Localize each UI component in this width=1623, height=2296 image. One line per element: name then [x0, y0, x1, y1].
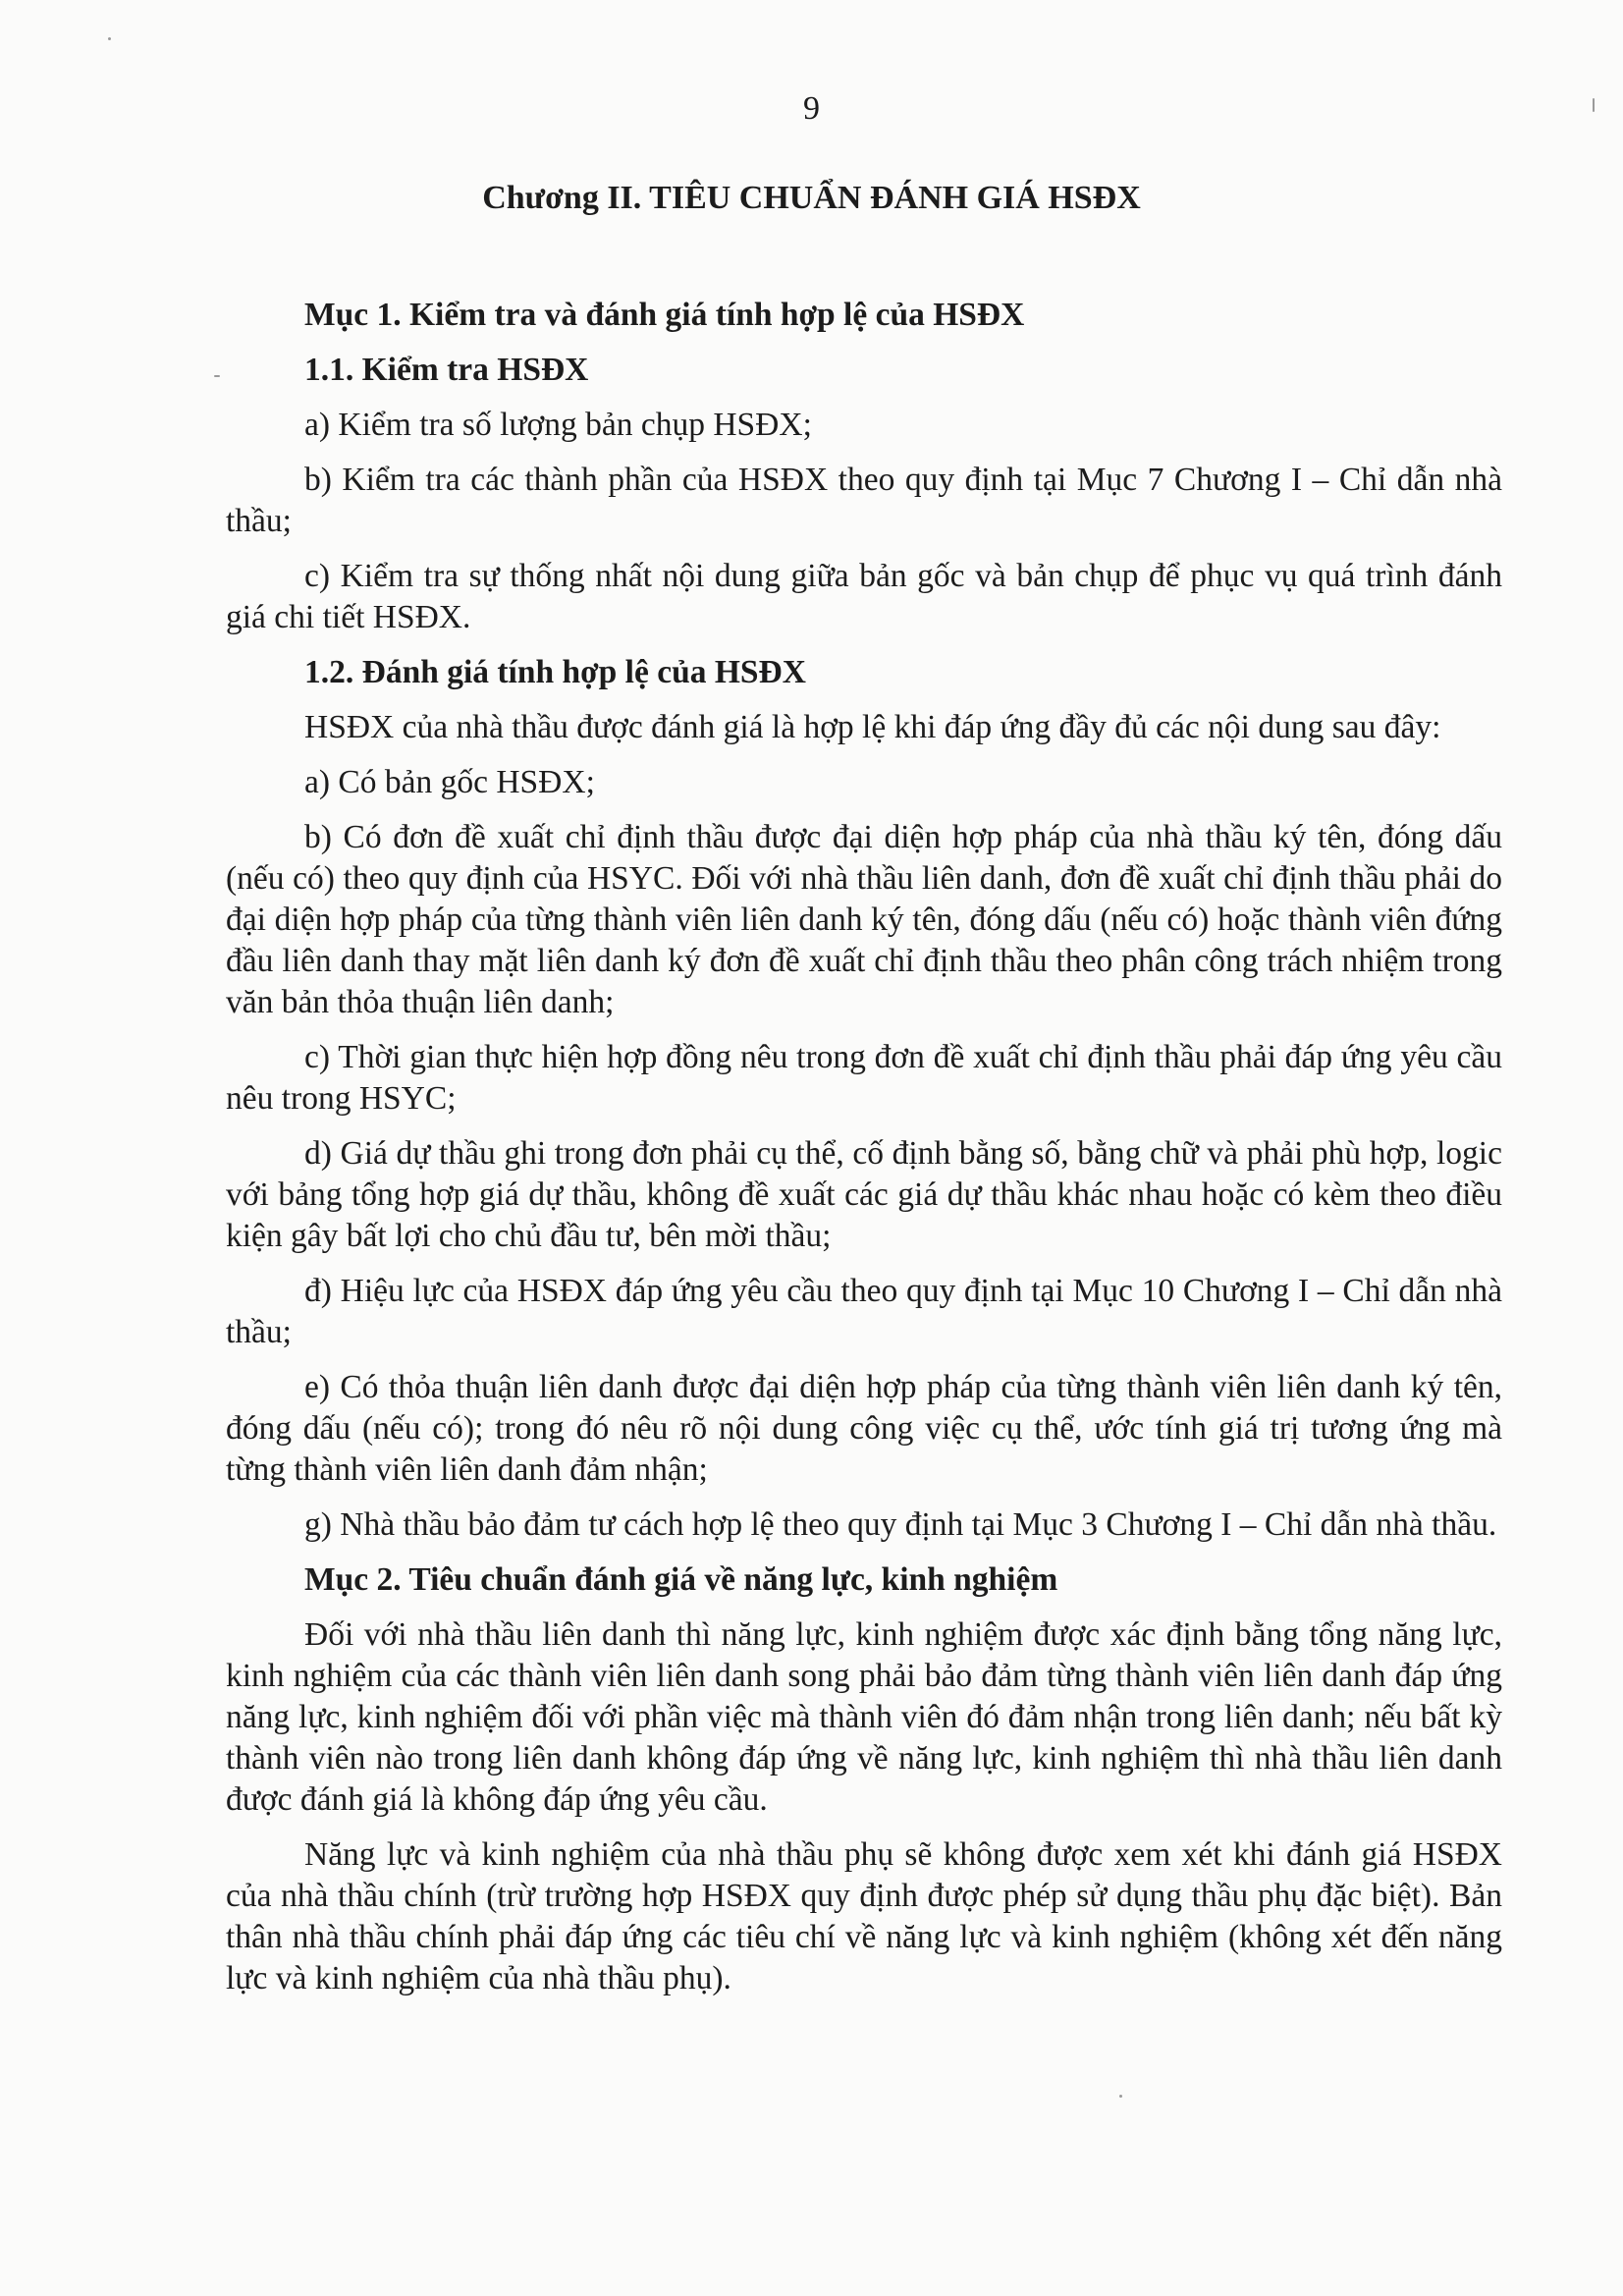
- chapter-title: Chương II. TIÊU CHUẨN ĐÁNH GIÁ HSĐX: [482, 180, 1141, 216]
- scan-speck: [108, 37, 111, 40]
- item-1-2-d: d) Giá dự thầu ghi trong đơn phải cụ thể, cố định bằng số, bằng chữ và phải phù hợp, logic với bảng tổng hợp giá dự thầu, không đề xuất các giá dự thầu khác nhau hoặc có kèm theo điều kiện gây bất lợi cho chủ đầu tư, bên mời thầu;: [226, 1135, 1502, 1254]
- section-1-heading: Mục 1. Kiểm tra và đánh giá tính hợp lệ của HSĐX: [304, 297, 1025, 333]
- scan-speck: [1119, 2095, 1122, 2098]
- item-1-2-c: c) Thời gian thực hiện hợp đồng nêu trong đơn đề xuất chỉ định thầu phải đáp ứng yêu cầu nêu trong HSYC;: [226, 1039, 1502, 1117]
- page-number: 9: [803, 90, 820, 127]
- item-1-2-g: g) Nhà thầu bảo đảm tư cách hợp lệ theo quy định tại Mục 3 Chương I – Chỉ dẫn nhà thầu.: [304, 1506, 1497, 1543]
- scan-speck: [214, 375, 220, 377]
- section-2-para-1: Đối với nhà thầu liên danh thì năng lực, kinh nghiệm được xác định bằng tổng năng lực, kinh nghiệm của các thành viên liên danh song phải bảo đảm từng thành viên liên danh đáp ứng năng lực, kinh nghiệm đối với phần việc mà thành viên đó đảm nhận trong liên danh; nếu bất kỳ thành viên nào trong liên danh không đáp ứng về năng lực, kinh nghiệm thì nhà thầu liên danh được đánh giá là không đáp ứng yêu cầu.: [226, 1616, 1502, 1818]
- item-1-2-a: a) Có bản gốc HSĐX;: [304, 764, 595, 800]
- section-2-heading: Mục 2. Tiêu chuẩn đánh giá về năng lực, kinh nghiệm: [304, 1561, 1058, 1598]
- item-1-2-e: e) Có thỏa thuận liên danh được đại diện hợp pháp của từng thành viên liên danh ký tên, đóng dấu (nếu có); trong đó nêu rõ nội dung công việc cụ thể, ước tính giá trị tương ứng mà từng thành viên liên danh đảm nhận;: [226, 1369, 1502, 1488]
- item-1-1-c: c) Kiểm tra sự thống nhất nội dung giữa bản gốc và bản chụp để phục vụ quá trình đánh giá chi tiết HSĐX.: [226, 558, 1502, 635]
- subsection-1-2-heading: 1.2. Đánh giá tính hợp lệ của HSĐX: [304, 654, 806, 690]
- scan-speck: [1593, 98, 1595, 112]
- item-1-2-b: b) Có đơn đề xuất chỉ định thầu được đại diện hợp pháp của nhà thầu ký tên, đóng dấu (nếu có) theo quy định của HSYC. Đối với nhà thầu liên danh, đơn đề xuất chỉ định thầu phải do đại diện hợp pháp của từng thành viên liên danh ký tên, đóng dấu (nếu có) hoặc thành viên đứng đầu liên danh thay mặt liên danh ký đơn đề xuất chỉ định thầu theo phân công trách nhiệm trong văn bản thỏa thuận liên danh;: [226, 819, 1502, 1020]
- subsection-1-2-intro: HSĐX của nhà thầu được đánh giá là hợp lệ khi đáp ứng đầy đủ các nội dung sau đây:: [304, 709, 1441, 745]
- item-1-2-dd: đ) Hiệu lực của HSĐX đáp ứng yêu cầu theo quy định tại Mục 10 Chương I – Chỉ dẫn nhà thầu;: [226, 1273, 1502, 1350]
- item-1-1-b: b) Kiểm tra các thành phần của HSĐX theo quy định tại Mục 7 Chương I – Chỉ dẫn nhà thầu;: [226, 462, 1502, 539]
- document-body: [226, 295, 1502, 2013]
- section-2-para-2: Năng lực và kinh nghiệm của nhà thầu phụ sẽ không được xem xét khi đánh giá HSĐX của nhà thầu chính (trừ trường hợp HSĐX quy định được phép sử dụng thầu phụ đặc biệt). Bản thân nhà thầu chính phải đáp ứng các tiêu chí về năng lực và kinh nghiệm (không xét đến năng lực và kinh nghiệm của nhà thầu phụ).: [226, 1836, 1502, 1996]
- item-1-1-a: a) Kiểm tra số lượng bản chụp HSĐX;: [304, 407, 812, 443]
- subsection-1-1-heading: 1.1. Kiểm tra HSĐX: [304, 352, 589, 388]
